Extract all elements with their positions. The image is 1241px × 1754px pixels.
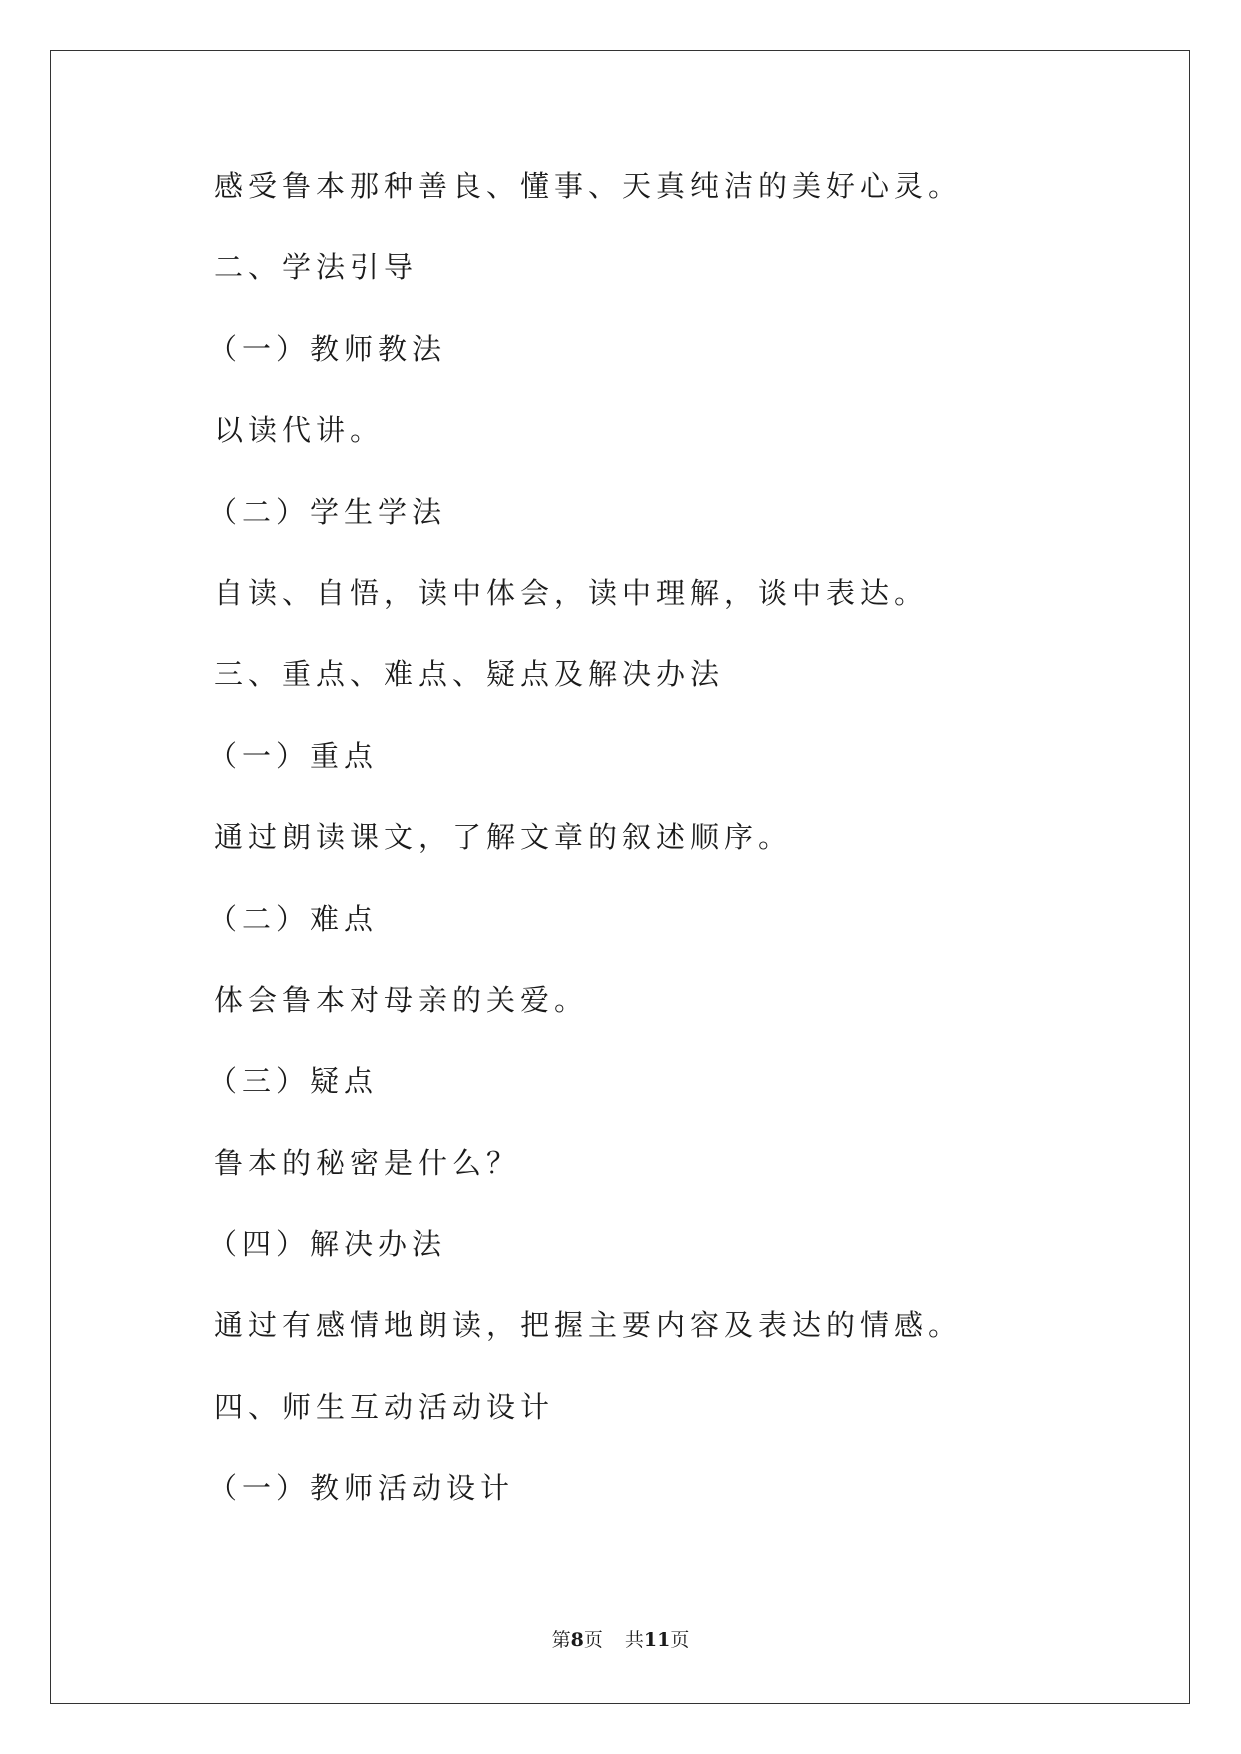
subsection-heading: （一）教师活动设计 [208, 1471, 515, 1506]
paragraph-text: 以读代讲。 [214, 413, 385, 448]
paragraph-text: 感受鲁本那种善良、懂事、天真纯洁的美好心灵。 [214, 169, 963, 203]
document-body [208, 168, 1134, 1552]
page-prefix: 第 [551, 1629, 571, 1651]
paragraph-text: 鲁本的秘密是什么？ [214, 1145, 521, 1180]
section-heading: 二、学法引导 [214, 250, 419, 285]
paragraph-text: 通过有感情地朗读，把握主要内容及表达的情感。 [214, 1308, 963, 1343]
paragraph-text: 通过朗读课文，了解文章的叙述顺序。 [214, 820, 793, 855]
total-pages: 11 [643, 1629, 671, 1651]
total-prefix: 共 [624, 1629, 644, 1651]
section-heading: 三、重点、难点、疑点及解决办法 [214, 657, 725, 692]
subsection-heading: （四）解决办法 [208, 1227, 447, 1262]
total-suffix: 页 [670, 1629, 690, 1651]
subsection-heading: （一）教师教法 [208, 331, 447, 366]
subsection-heading: （二）难点 [208, 901, 379, 936]
page-suffix: 页 [583, 1629, 603, 1651]
section-heading: 四、师生互动活动设计 [214, 1389, 555, 1424]
subsection-heading: （三）疑点 [208, 1064, 379, 1099]
subsection-heading: （一）重点 [208, 738, 379, 773]
page-number: 8 [570, 1629, 584, 1651]
paragraph-text: 体会鲁本对母亲的关爱。 [214, 982, 589, 1017]
page-footer [0, 1625, 1241, 1652]
paragraph-text: 自读、自悟，读中体会，读中理解，谈中表达。 [214, 575, 929, 610]
subsection-heading: （二）学生学法 [208, 494, 447, 529]
